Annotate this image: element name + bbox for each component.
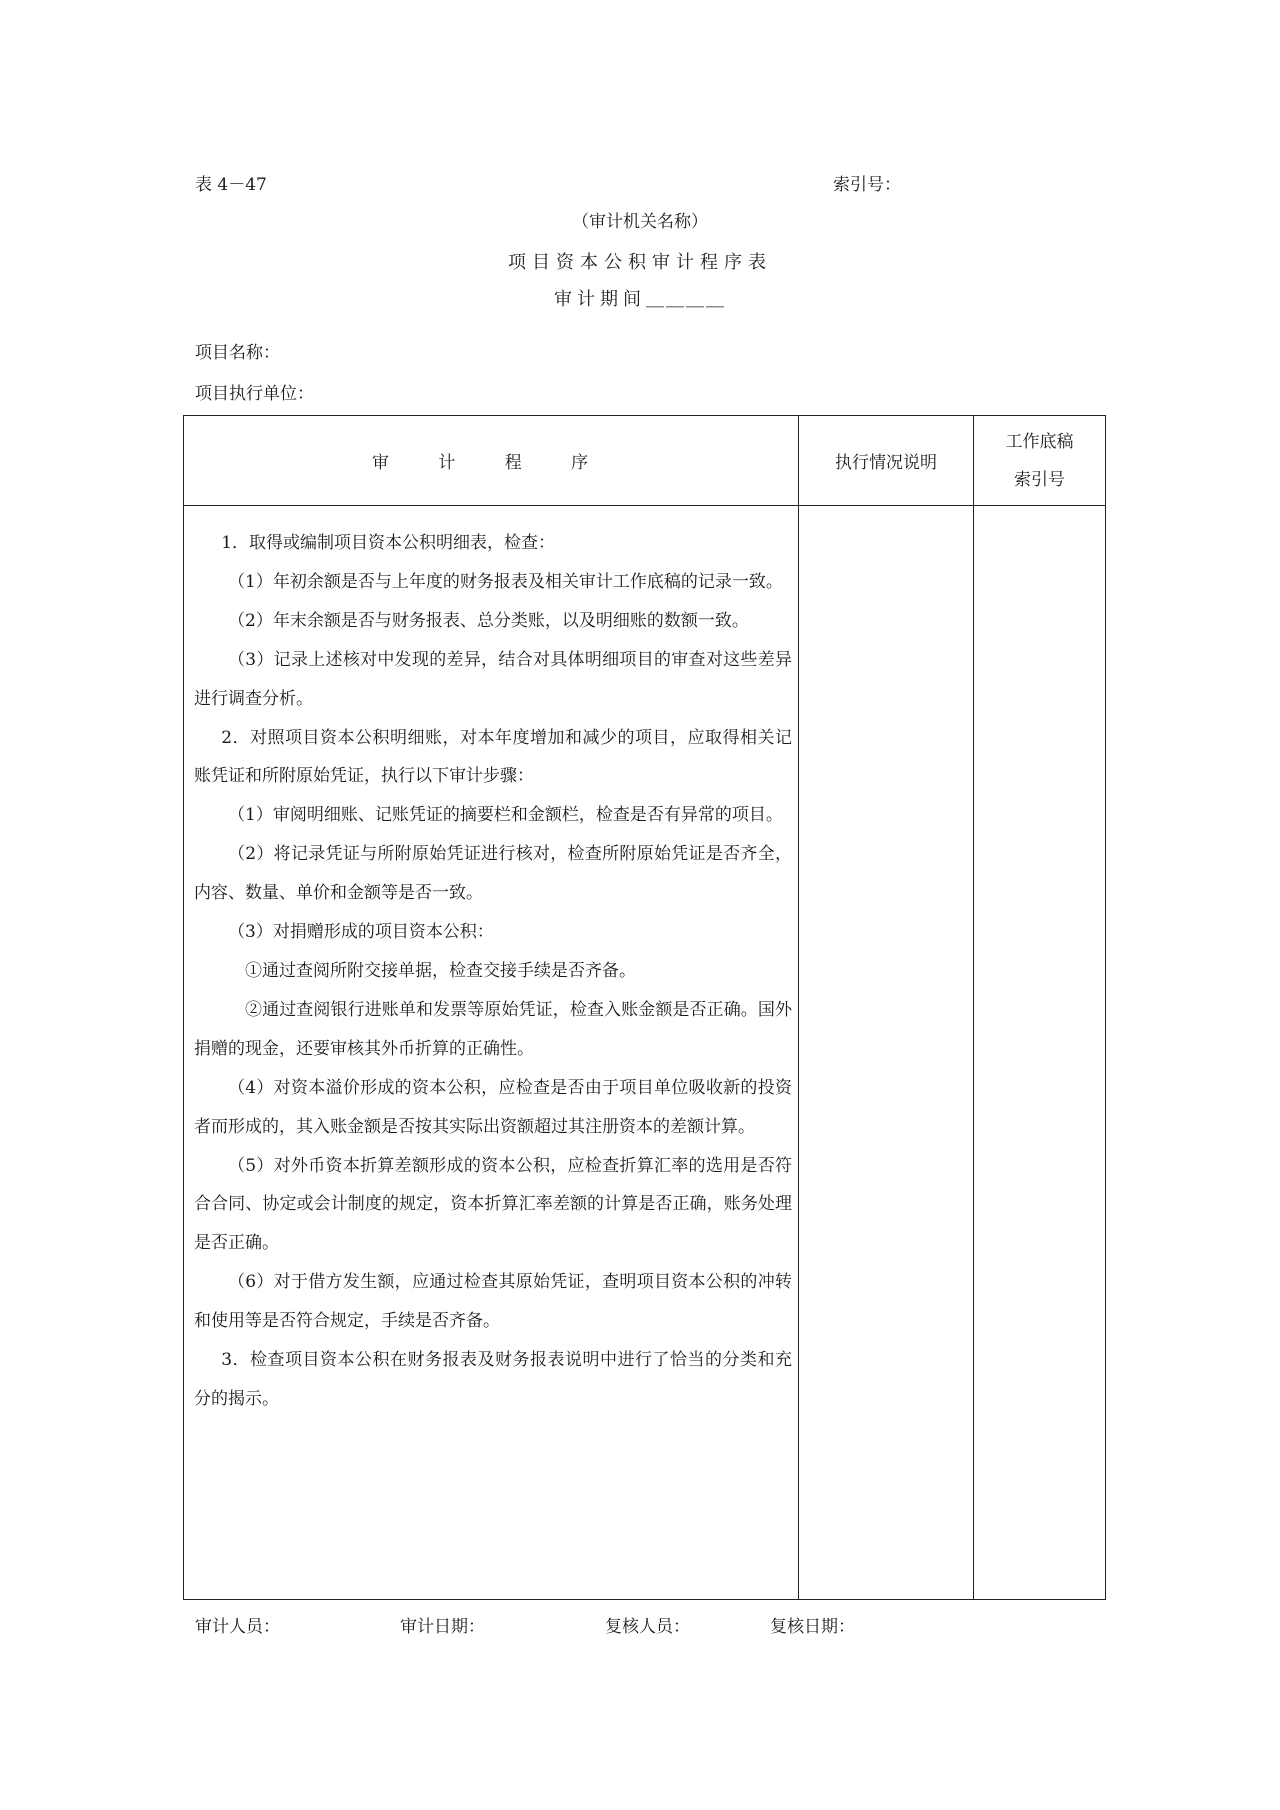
procedure-item: （3）记录上述核对中发现的差异，结合对具体明细项目的审查对这些差异进行调查分析。 — [194, 649, 792, 709]
project-name-label: 项目名称： — [195, 343, 280, 363]
procedure-item: （2）将记录凭证与所附原始凭证进行核对，检查所附原始凭证是否齐全，内容、数量、单价和金额等是否一致。 — [194, 844, 792, 904]
index-number-label: 索引号： — [833, 175, 901, 195]
procedure-item: ①通过查阅所附交接单据，检查交接手续是否齐备。 — [245, 960, 636, 981]
exec-unit-label: 项目执行单位： — [195, 384, 314, 404]
table-header-row — [184, 416, 1106, 506]
procedure-cell — [184, 506, 799, 1600]
auditor-label: 审计人员： — [195, 1617, 280, 1637]
page-title: 项目资本公积审计程序表 — [508, 252, 772, 273]
procedure-item: 3．检查项目资本公积在财务报表及财务报表说明中进行了恰当的分类和充分的揭示。 — [194, 1350, 792, 1409]
col-procedure-header — [184, 416, 799, 506]
procedure-item: （1）审阅明细账、记账凭证的摘要栏和金额栏，检查是否有异常的项目。 — [228, 805, 783, 826]
col-procedure-label: 审 计 程 序 — [371, 453, 611, 473]
exec-notes-cell — [799, 506, 974, 1600]
procedure-item: （1）年初余额是否与上年度的财务报表及相关审计工作底稿的记录一致。 — [228, 571, 783, 592]
audit-period — [0, 285, 1280, 311]
col-index-header — [974, 416, 1106, 506]
audit-procedure-table — [183, 415, 1106, 1600]
audit-period-blank: ＿＿＿＿ — [646, 289, 726, 310]
procedure-body-row — [184, 506, 1106, 1600]
procedure-item: 2．对照项目资本公积明细账，对本年度增加和减少的项目，应取得相关记账凭证和所附原始凭证，执行以下审计步骤： — [194, 727, 792, 787]
procedure-item: （2）年末余额是否与财务报表、总分类账，以及明细账的数额一致。 — [228, 610, 749, 631]
procedure-item: （3）对捐赠形成的项目资本公积： — [228, 922, 494, 943]
agency-name: （审计机关名称） — [572, 212, 708, 232]
procedure-item: 1．取得或编制项目资本公积明细表，检查： — [221, 533, 556, 553]
audit-period-label: 审计期间 — [554, 289, 646, 310]
col-exec-header: 执行情况说明 — [799, 416, 974, 506]
workpaper-index-cell — [974, 506, 1106, 1600]
col-index-label-line2: 索引号 — [1014, 469, 1065, 490]
procedure-item: （4）对资本溢价形成的资本公积，应检查是否由于项目单位吸收新的投资者而形成的，其入账金额是否按其实际出资额超过其注册资本的差额计算。 — [194, 1077, 792, 1137]
procedure-item: （6）对于借方发生额，应通过检查其原始凭证，查明项目资本公积的冲转和使用等是否符合规定，手续是否齐备。 — [194, 1272, 792, 1332]
procedure-item: （5）对外币资本折算差额形成的资本公积，应检查折算汇率的选用是否符合合同、协定或会计制度的规定，资本折算汇率差额的计算是否正确，账务处理是否正确。 — [194, 1155, 792, 1254]
table-number: 表 4－47 — [195, 175, 267, 195]
col-index-label-line1: 工作底稿 — [1005, 431, 1074, 452]
review-date-label: 复核日期： — [770, 1617, 855, 1637]
reviewer-label: 复核人员： — [605, 1617, 690, 1637]
audit-date-label: 审计日期： — [400, 1617, 485, 1637]
procedure-text — [194, 524, 792, 1419]
procedure-item: ②通过查阅银行进账单和发票等原始凭证，检查入账金额是否正确。国外捐赠的现金，还要审核其外币折算的正确性。 — [194, 999, 792, 1059]
